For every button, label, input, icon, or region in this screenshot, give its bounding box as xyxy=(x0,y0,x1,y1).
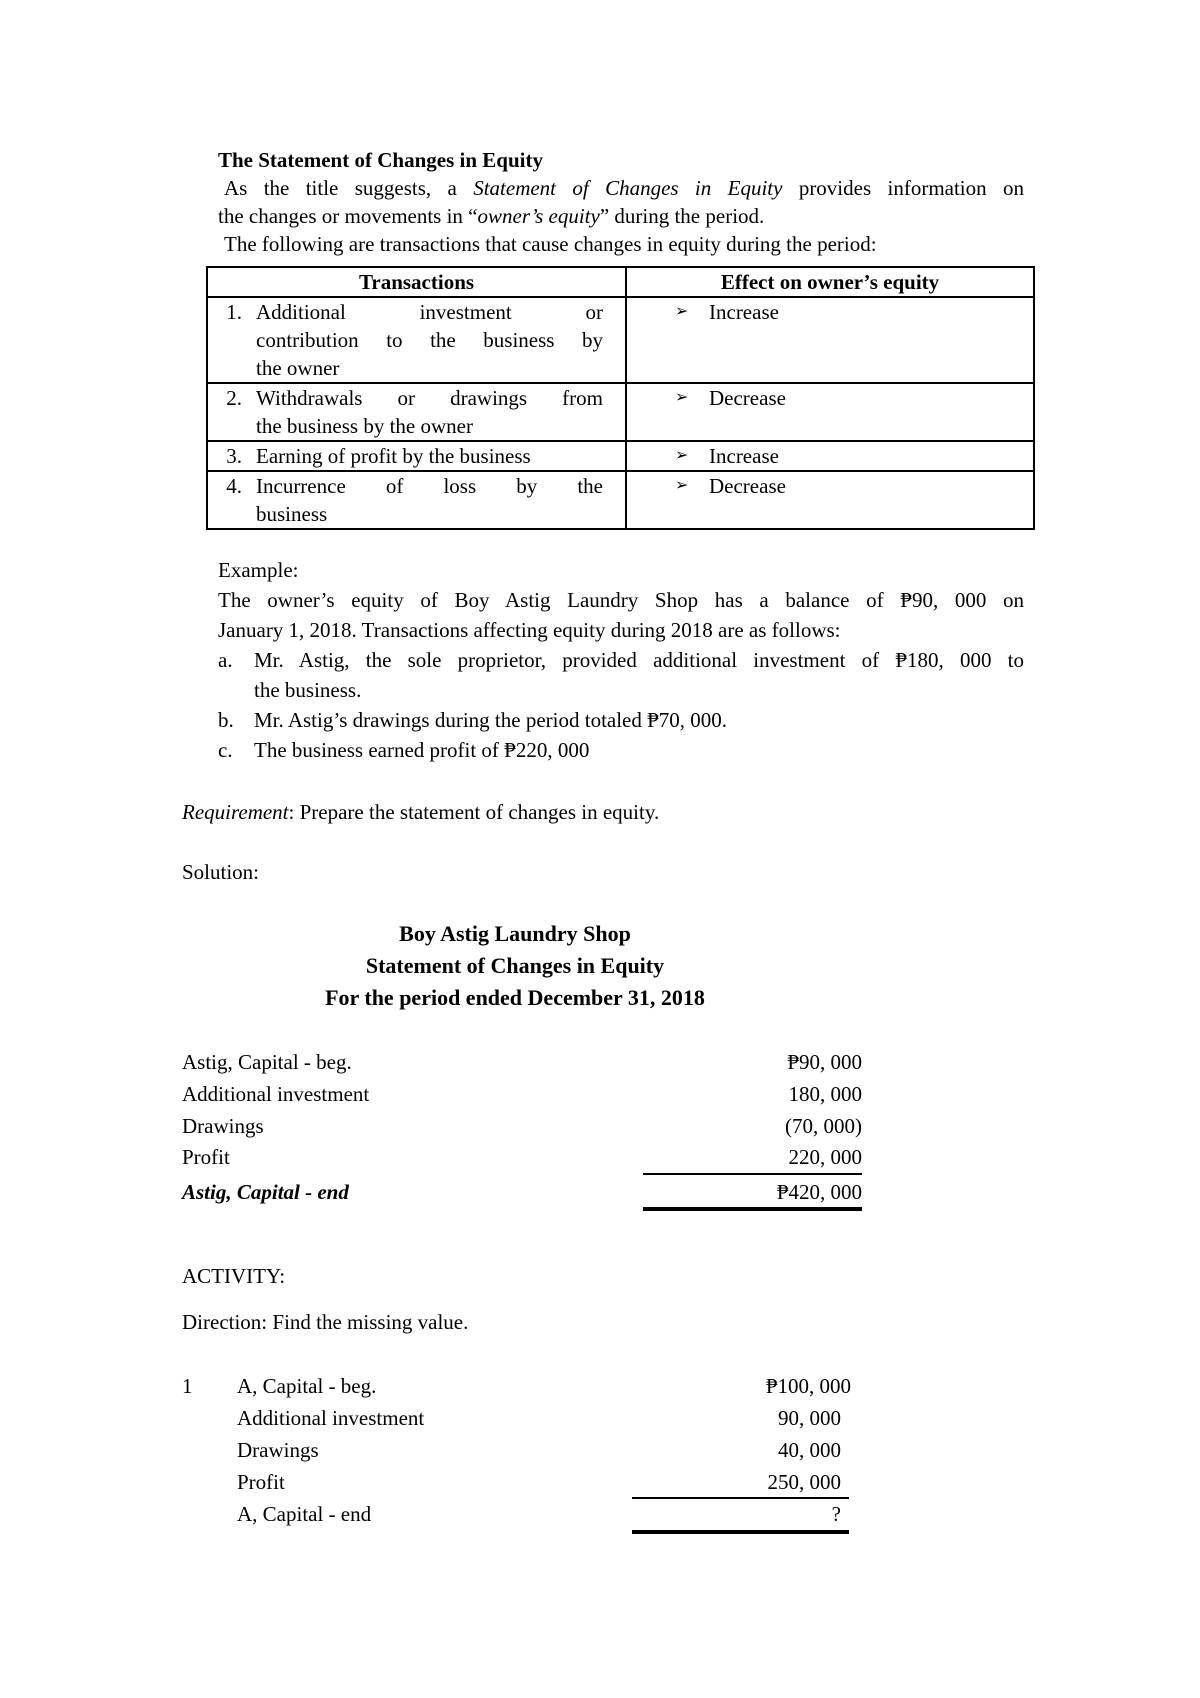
statement-row-label: Astig, Capital - beg. xyxy=(182,1050,352,1074)
requirement-text: : Prepare the statement of changes in equity. xyxy=(288,800,660,824)
transaction-line: business xyxy=(256,502,328,526)
activity-row-amount: 40, 000 xyxy=(778,1438,841,1462)
transaction-line: the business by the owner xyxy=(256,414,473,438)
statement-row-label: Additional investment xyxy=(182,1082,370,1106)
effect-cell xyxy=(626,297,1034,383)
subtotal-rule xyxy=(643,1173,862,1175)
intro-line-1-italic: Statement of Changes in Equity xyxy=(473,176,783,200)
activity-total-label: A, Capital - end xyxy=(237,1502,372,1526)
effect-value: Increase xyxy=(709,300,779,324)
header-transactions: Transactions xyxy=(207,267,626,297)
transaction-line: Withdrawals or drawings from xyxy=(256,386,603,410)
effect-cell xyxy=(626,441,1034,471)
example-item-line: Mr. Astig’s drawings during the period totaled ₱70, 000. xyxy=(254,708,728,732)
activity-row-label: A, Capital - beg. xyxy=(237,1374,377,1398)
requirement xyxy=(182,798,659,826)
table-header-row xyxy=(207,267,1034,297)
row-number: 4. xyxy=(226,474,242,498)
activity-row xyxy=(237,1372,851,1402)
statement-row xyxy=(182,1080,862,1110)
effect-cell xyxy=(626,383,1034,441)
statement-row-amount: 220, 000 xyxy=(788,1145,862,1169)
statement-row xyxy=(182,1143,862,1173)
transaction-line: Earning of profit by the business xyxy=(256,444,531,468)
activity-label: ACTIVITY: xyxy=(182,1264,286,1288)
activity-row-amount: 90, 000 xyxy=(778,1406,841,1430)
statement-total-label: Astig, Capital - end xyxy=(182,1180,349,1204)
activity-row-label: Additional investment xyxy=(237,1406,425,1430)
activity-row-label: Drawings xyxy=(237,1438,319,1462)
statement-row-amount: 180, 000 xyxy=(788,1082,862,1106)
example-item-letter: c. xyxy=(218,738,233,762)
arrow-bullet-icon: ➢ xyxy=(675,447,689,464)
activity-total-amount: ? xyxy=(831,1502,841,1526)
example-item-line: Mr. Astig, the sole proprietor, provided additional investment of ₱180, 000 to xyxy=(254,648,1024,672)
statement-title: Statement of Changes in Equity xyxy=(365,953,665,978)
example-item-letter: b. xyxy=(218,708,234,732)
activity-row-label: Profit xyxy=(237,1470,285,1494)
intro-line-2-a: the changes or movements in “ xyxy=(218,204,478,228)
section-title: The Statement of Changes in Equity xyxy=(218,148,543,172)
transaction-line: the owner xyxy=(256,356,340,380)
transaction-cell xyxy=(207,383,626,441)
example-label: Example: xyxy=(218,558,299,582)
table-row xyxy=(207,441,1034,471)
row-number: 1. xyxy=(226,300,242,324)
activity-total-double-rule xyxy=(632,1530,849,1534)
statement-row xyxy=(182,1112,862,1142)
activity-row-amount: ₱100, 000 xyxy=(765,1374,851,1398)
example-item-line: the business. xyxy=(254,678,362,702)
intro-line-1-b: provides information on xyxy=(782,176,1025,200)
transaction-cell xyxy=(207,297,626,383)
example-item-line: The business earned profit of ₱220, 000 xyxy=(254,738,590,762)
activity-direction: Direction: Find the missing value. xyxy=(182,1310,469,1334)
transaction-line: contribution to the business by xyxy=(256,328,603,352)
statement-total-row xyxy=(182,1178,862,1208)
transaction-line: Additional investment or xyxy=(256,300,603,324)
statement-total-amount: ₱420, 000 xyxy=(776,1180,862,1204)
activity-row xyxy=(237,1436,841,1466)
activity-row xyxy=(237,1404,841,1434)
arrow-bullet-icon: ➢ xyxy=(675,389,689,406)
transaction-line: Incurrence of loss by the xyxy=(256,474,603,498)
table-row xyxy=(207,383,1034,441)
intro-line-2 xyxy=(218,202,764,230)
activity-total-row xyxy=(237,1500,841,1530)
intro-line-1-a: As the title suggests, a xyxy=(224,176,474,200)
intro-line-3: The following are transactions that cause changes in equity during the period: xyxy=(224,232,877,256)
statement-row-label: Drawings xyxy=(182,1114,264,1138)
statement-period: For the period ended December 31, 2018 xyxy=(325,985,705,1010)
activity-row xyxy=(237,1468,841,1498)
statement-row-label: Profit xyxy=(182,1145,230,1169)
table-row xyxy=(207,471,1034,529)
table-row xyxy=(207,297,1034,383)
example-line-1: The owner’s equity of Boy Astig Laundry Shop has a balance of ₱90, 000 on xyxy=(218,588,1024,612)
intro-line-1 xyxy=(224,174,1024,202)
statement-company: Boy Astig Laundry Shop xyxy=(399,921,631,946)
statement-row-amount: ₱90, 000 xyxy=(787,1050,862,1074)
statement-row-amount: (70, 000) xyxy=(785,1114,862,1138)
example-item-letter: a. xyxy=(218,648,233,672)
problem-number: 1 xyxy=(182,1374,193,1398)
transaction-cell xyxy=(207,471,626,529)
activity-subtotal-rule xyxy=(632,1497,849,1499)
arrow-bullet-icon: ➢ xyxy=(675,303,689,320)
effect-value: Increase xyxy=(709,444,779,468)
intro-line-2-b: ” during the period. xyxy=(599,204,765,228)
intro-line-2-italic: owner’s equity xyxy=(477,204,600,228)
transactions-table xyxy=(206,266,1035,530)
transaction-cell xyxy=(207,441,626,471)
row-number: 3. xyxy=(226,444,242,468)
effect-value: Decrease xyxy=(709,474,786,498)
effect-cell xyxy=(626,471,1034,529)
requirement-label: Requirement xyxy=(182,800,289,824)
header-effect: Effect on owner’s equity xyxy=(626,267,1034,297)
total-double-rule xyxy=(643,1207,862,1211)
statement-row xyxy=(182,1048,862,1078)
example-line-2: January 1, 2018. Transactions affecting equity during 2018 are as follows: xyxy=(218,618,841,642)
activity-row-amount: 250, 000 xyxy=(767,1470,841,1494)
solution-label: Solution: xyxy=(182,860,260,884)
effect-value: Decrease xyxy=(709,386,786,410)
arrow-bullet-icon: ➢ xyxy=(675,477,689,494)
row-number: 2. xyxy=(226,386,242,410)
